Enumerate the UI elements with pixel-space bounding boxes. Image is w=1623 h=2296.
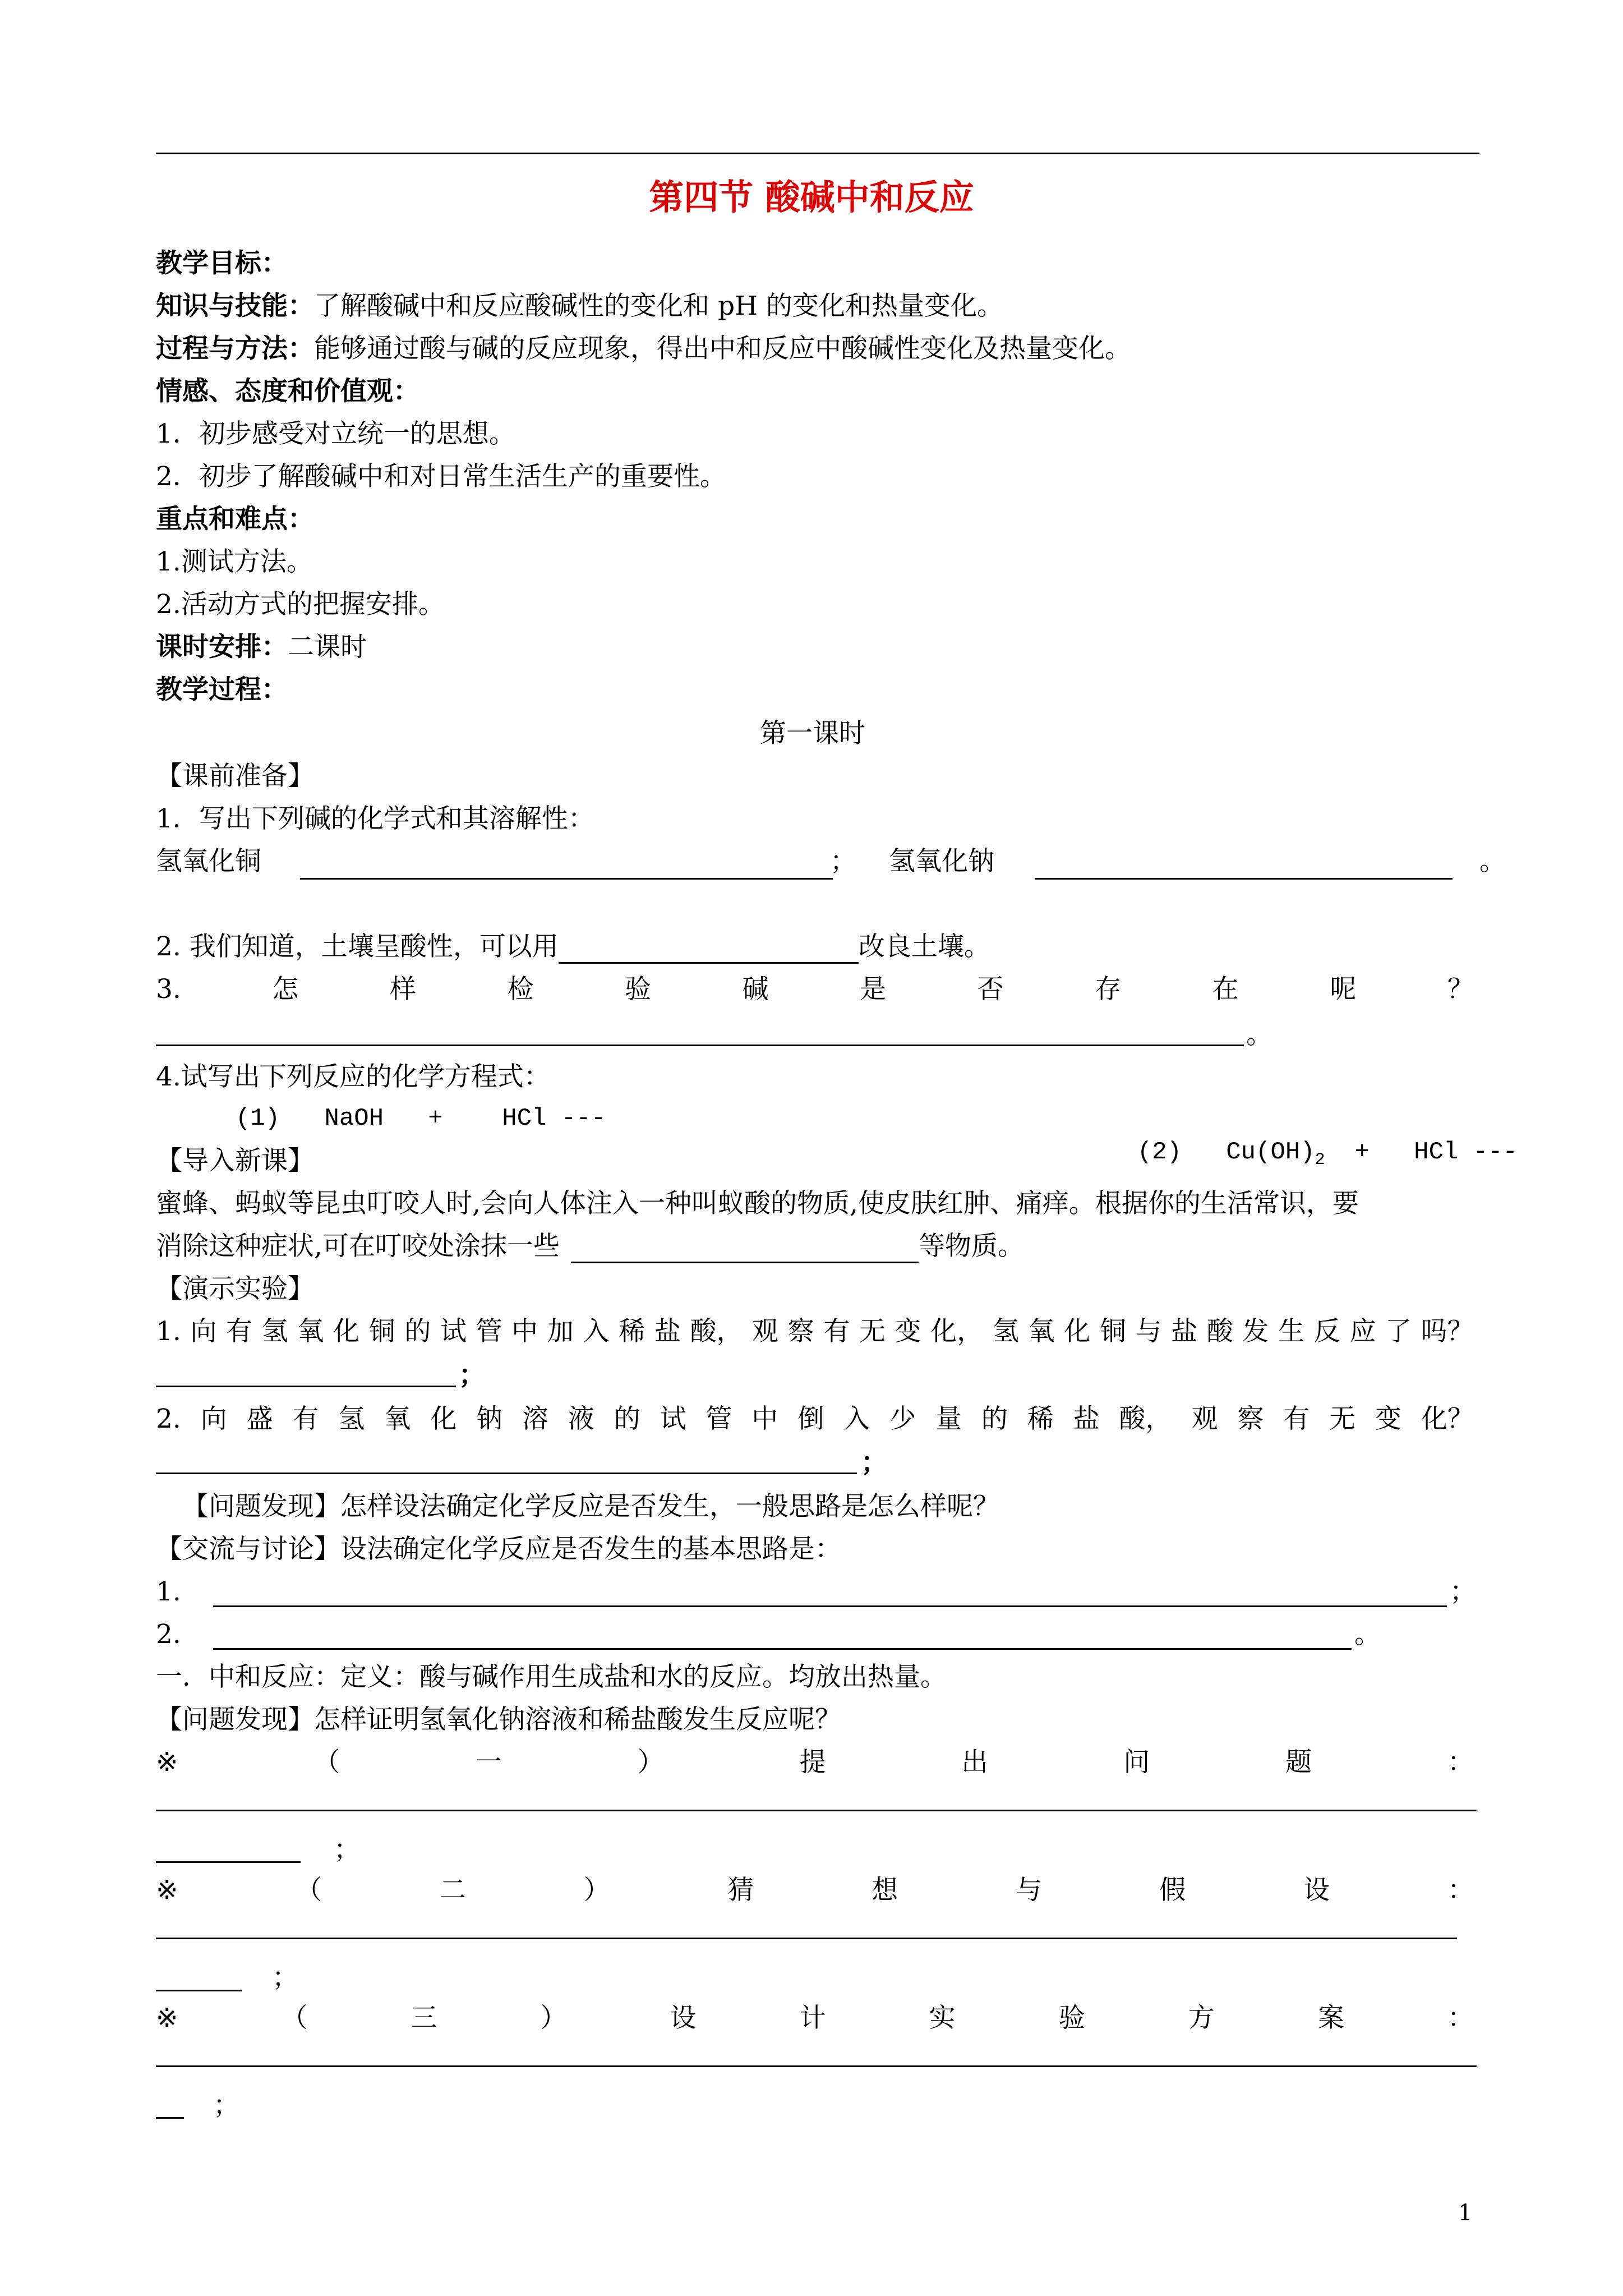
demo-question-1-char: 氢 xyxy=(992,1316,1019,1347)
step-3-char: 计 xyxy=(799,2003,826,2033)
question-3-char: 碱 xyxy=(742,974,769,1005)
step-3-char: ） xyxy=(540,2003,567,2033)
demo-question-1-char: 试 xyxy=(440,1316,467,1347)
demo-heading: 【演示实验】 xyxy=(156,1273,314,1304)
question-3-char: 在 xyxy=(1212,974,1239,1005)
demo-question-1-char: 有 xyxy=(226,1316,253,1347)
step-3-char: 实 xyxy=(929,2003,956,2033)
q1b-blank[interactable] xyxy=(1035,878,1453,880)
intro-pre: 消除这种症状,可在叮咬处涂抹一些 xyxy=(156,1231,560,1262)
step-1-char: 题 xyxy=(1285,1747,1312,1778)
step-3 xyxy=(156,2001,1474,2035)
q2-pre: 2. 我们知道，土壤呈酸性，可以用 xyxy=(156,931,559,962)
demo-question-1-char: 盐 xyxy=(654,1316,681,1347)
demo-question-2-char: 管 xyxy=(706,1404,732,1434)
step-1-char: ※ xyxy=(156,1747,178,1778)
q1b-end: 。 xyxy=(1479,846,1506,877)
step-1-blank-long[interactable] xyxy=(156,1810,1477,1811)
issue-1: 【问题发现】怎样设法确定化学反应是否发生，一般思路是怎么样呢？ xyxy=(182,1491,999,1522)
demo-question-2-char: 氧 xyxy=(384,1404,411,1434)
equation-2-sub: 2 xyxy=(1315,1150,1325,1170)
process-label: 过程与方法： xyxy=(156,333,314,364)
question-3 xyxy=(156,973,1474,1006)
issue-2: 【问题发现】怎样证明氢氧化钠溶液和稀盐酸发生反应呢？ xyxy=(156,1704,841,1735)
step-1-char: ） xyxy=(637,1747,664,1778)
step-2-blank-long[interactable] xyxy=(156,1938,1457,1939)
demo-question-2-char: 钠 xyxy=(476,1404,503,1434)
demo-question-1-char: 应 xyxy=(1349,1316,1376,1347)
page-title: 第四节 酸碱中和反应 xyxy=(649,177,974,218)
demo-1-blank[interactable] xyxy=(156,1386,456,1387)
demo-1-end: ； xyxy=(459,1360,485,1391)
demo-question-1-char: 向 xyxy=(190,1316,217,1347)
question-3-char: ？ xyxy=(1447,974,1474,1005)
question-3-char: 3. xyxy=(156,974,181,1005)
demo-question-2-char: 的 xyxy=(981,1404,1008,1434)
demo-question-2-char: 察 xyxy=(1237,1404,1264,1434)
intro-heading: 【导入新课】 xyxy=(156,1145,314,1176)
process-line xyxy=(156,332,1131,366)
demo-question-2-char: 试 xyxy=(660,1404,686,1434)
step-2-char: 二 xyxy=(439,1875,466,1906)
question-3-char: 是 xyxy=(860,974,887,1005)
step-2 xyxy=(156,1874,1474,1907)
demo-question-2-char: 无 xyxy=(1329,1404,1356,1434)
equation-2-pre: (2) Cu(OH) xyxy=(1137,1138,1315,1166)
demo-question-1-char: 氧 xyxy=(1028,1316,1055,1347)
step-1-char: 提 xyxy=(799,1747,826,1778)
step-1-end: ； xyxy=(334,1834,360,1865)
demo-question-1-char: 铜 xyxy=(1099,1316,1126,1347)
step-1-char: 问 xyxy=(1123,1747,1150,1778)
process-heading: 教学过程： xyxy=(156,674,288,705)
demo-question-1-char: 中 xyxy=(511,1316,538,1347)
demo-question-1-char: 的 xyxy=(404,1316,431,1347)
demo-question-1-char: 化 xyxy=(1064,1316,1091,1347)
step-3-blank-long[interactable] xyxy=(156,2065,1477,2067)
demo-question-2-char: 变 xyxy=(1375,1404,1401,1434)
step-1 xyxy=(156,1746,1474,1779)
step-2-char: 假 xyxy=(1159,1875,1186,1906)
demo-question-1-char: 1. xyxy=(156,1316,181,1347)
equation-2 xyxy=(1108,1102,1518,1177)
step-2-char: ） xyxy=(583,1875,610,1906)
step-3-char: 设 xyxy=(670,2003,697,2033)
step-2-char: 猜 xyxy=(727,1875,754,1906)
d1-label: 1. xyxy=(156,1576,181,1607)
step-3-char: 方 xyxy=(1188,2003,1215,2033)
demo-2-end: ； xyxy=(861,1447,887,1478)
d2-label: 2. xyxy=(156,1619,181,1650)
question-3-char: 否 xyxy=(977,974,1004,1005)
header-rule xyxy=(156,153,1479,154)
demo-question-1-char: 酸 xyxy=(1206,1316,1233,1347)
schedule-line xyxy=(156,631,367,664)
neutralization-definition: 一．中和反应：定义：酸与碱作用生成盐和水的反应。均放出热量。 xyxy=(156,1662,947,1692)
step-2-char: 与 xyxy=(1015,1875,1042,1906)
demo-2-blank[interactable] xyxy=(156,1473,857,1474)
step-1-char: （ xyxy=(313,1747,340,1778)
step-3-char: 案 xyxy=(1317,2003,1344,2033)
question-3-char: 检 xyxy=(507,974,534,1005)
question-2 xyxy=(156,930,990,964)
demo-question-1-char: 察 xyxy=(787,1316,814,1347)
demo-question-2-char: 入 xyxy=(843,1404,870,1434)
demo-question-2-char: 氢 xyxy=(338,1404,365,1434)
demo-question-1-char: 酸， xyxy=(690,1316,743,1347)
step-2-char: ： xyxy=(1447,1875,1474,1906)
step-2-end: ； xyxy=(272,1962,298,1993)
key-item-2: 2.活动方式的把握安排。 xyxy=(156,589,445,620)
demo-question-1-char: 观 xyxy=(752,1316,779,1347)
question-3-char: 存 xyxy=(1095,974,1122,1005)
demo-question-2-char: 向 xyxy=(200,1404,227,1434)
demo-question-1-char: 无 xyxy=(859,1316,886,1347)
step-3-char: ： xyxy=(1447,2003,1474,2033)
demo-question-2-char: 化？ xyxy=(1421,1404,1474,1434)
demo-question-2-char: 液 xyxy=(568,1404,594,1434)
d1-end: ； xyxy=(1450,1576,1476,1607)
emotion-item-1: 1．初步感受对立统一的思想。 xyxy=(156,418,515,449)
demo-question-2-char: 稀 xyxy=(1027,1404,1054,1434)
question-3-char: 呢 xyxy=(1330,974,1357,1005)
step-2-char: ※ xyxy=(156,1875,178,1906)
q2-blank[interactable] xyxy=(559,933,859,964)
demo-question-1-char: 入 xyxy=(583,1316,610,1347)
q3-end: 。 xyxy=(1246,1019,1272,1050)
demo-question-2-char: 酸， xyxy=(1119,1404,1172,1434)
demo-question-1-char: 化， xyxy=(930,1316,984,1347)
demo-question-2-char: 2. xyxy=(156,1404,181,1434)
d1-blank[interactable] xyxy=(213,1605,1447,1607)
emotion-label: 情感、态度和价值观： xyxy=(156,376,419,407)
intro-post: 等物质。 xyxy=(918,1231,1024,1262)
q1b-label: 氢氧化钠 xyxy=(889,846,994,877)
step-1-char: 出 xyxy=(961,1747,988,1778)
q2-post: 改良土壤。 xyxy=(858,931,990,962)
discussion: 【交流与讨论】设法确定化学反应是否发生的基本思路是： xyxy=(156,1534,841,1565)
demo-question-2-char: 溶 xyxy=(522,1404,548,1434)
q3-blank[interactable] xyxy=(156,1045,1244,1046)
intro-blank[interactable] xyxy=(571,1232,919,1263)
demo-question-2 xyxy=(156,1402,1474,1436)
demo-question-1-char: 变 xyxy=(895,1316,921,1347)
process-text: 能够通过酸与碱的反应现象，得出中和反应中酸碱性变化及热量变化。 xyxy=(314,333,1131,364)
equation-2-post: + HCl --- xyxy=(1325,1138,1518,1166)
step-3-char: 三 xyxy=(411,2003,437,2033)
knowledge-line xyxy=(156,289,1003,323)
demo-question-2-char: 盛 xyxy=(246,1404,273,1434)
demo-question-1-char: 盐 xyxy=(1171,1316,1198,1347)
demo-question-1-char: 吗？ xyxy=(1421,1316,1474,1347)
step-2-char: （ xyxy=(296,1875,322,1906)
step-1-char: ： xyxy=(1447,1747,1474,1778)
step-2-char: 设 xyxy=(1303,1875,1330,1906)
demo-question-1-char: 了 xyxy=(1385,1316,1412,1347)
objectives-heading: 教学目标： xyxy=(156,248,288,279)
step-3-end: ； xyxy=(213,2090,239,2121)
step-1-char: 一 xyxy=(476,1747,502,1778)
demo-question-2-char: 有 xyxy=(292,1404,319,1434)
equation-1: (1) NaOH + HCl --- xyxy=(236,1105,606,1133)
demo-question-1-char: 化 xyxy=(333,1316,360,1347)
demo-question-1-char: 有 xyxy=(823,1316,850,1347)
demo-question-1-char: 氧 xyxy=(297,1316,324,1347)
step-3-char: 验 xyxy=(1058,2003,1085,2033)
demo-question-2-char: 量 xyxy=(935,1404,962,1434)
demo-question-2-char: 的 xyxy=(614,1404,640,1434)
demo-question-1 xyxy=(156,1315,1474,1349)
q1a-blank[interactable] xyxy=(300,878,833,880)
demo-question-1-char: 管 xyxy=(476,1316,502,1347)
demo-question-2-char: 有 xyxy=(1283,1404,1310,1434)
question-3-char: 验 xyxy=(625,974,652,1005)
step-3-char: （ xyxy=(281,2003,308,2033)
demo-question-2-char: 倒 xyxy=(797,1404,824,1434)
demo-question-2-char: 化 xyxy=(430,1404,457,1434)
schedule-text: 二课时 xyxy=(288,632,367,662)
demo-question-1-char: 反 xyxy=(1313,1316,1340,1347)
d2-blank[interactable] xyxy=(213,1648,1352,1650)
demo-question-1-char: 稀 xyxy=(619,1316,645,1347)
demo-question-1-char: 加 xyxy=(547,1316,574,1347)
q1a-end: ； xyxy=(830,846,856,877)
demo-question-1-char: 发 xyxy=(1242,1316,1269,1347)
demo-question-2-char: 中 xyxy=(751,1404,778,1434)
demo-question-1-char: 与 xyxy=(1135,1316,1162,1347)
demo-question-2-char: 盐 xyxy=(1073,1404,1100,1434)
question-1: 1．写出下列碱的化学式和其溶解性： xyxy=(156,803,594,834)
schedule-label: 课时安排： xyxy=(156,632,288,662)
emotion-item-2: 2．初步了解酸碱中和对日常生活生产的重要性。 xyxy=(156,461,726,492)
question-3-char: 怎 xyxy=(272,974,299,1005)
intro-text-1: 蜜蜂、蚂蚁等昆虫叮咬人时,会向人体注入一种叫蚁酸的物质,使皮肤红肿、痛痒。根据你的生活常识，要 xyxy=(156,1188,1359,1219)
demo-question-2-char: 观 xyxy=(1191,1404,1218,1434)
step-1-blank-short[interactable] xyxy=(156,1861,301,1863)
step-2-blank-short[interactable] xyxy=(156,1990,242,1991)
step-3-char: ※ xyxy=(156,2003,178,2033)
page-number: 1 xyxy=(1458,2200,1473,2226)
lesson-heading: 第一课时 xyxy=(760,718,865,749)
key-item-1: 1.测试方法。 xyxy=(156,546,313,577)
step-2-char: 想 xyxy=(872,1875,898,1906)
step-3-blank-short[interactable] xyxy=(156,2117,184,2119)
prep-heading: 【课前准备】 xyxy=(156,761,314,792)
key-label: 重点和难点： xyxy=(156,504,314,535)
demo-question-1-char: 生 xyxy=(1278,1316,1305,1347)
question-4: 4.试写出下列反应的化学方程式： xyxy=(156,1061,550,1092)
d2-end: 。 xyxy=(1354,1619,1381,1650)
question-3-char: 样 xyxy=(389,974,416,1005)
demo-question-2-char: 少 xyxy=(889,1404,916,1434)
q1a-label: 氢氧化铜 xyxy=(156,846,261,877)
demo-question-1-char: 铜 xyxy=(368,1316,395,1347)
knowledge-text: 了解酸碱中和反应酸碱性的变化和 pH 的变化和热量变化。 xyxy=(314,291,1003,321)
knowledge-label: 知识与技能： xyxy=(156,291,314,321)
intro-text-2 xyxy=(156,1230,1024,1263)
demo-question-1-char: 氢 xyxy=(261,1316,288,1347)
